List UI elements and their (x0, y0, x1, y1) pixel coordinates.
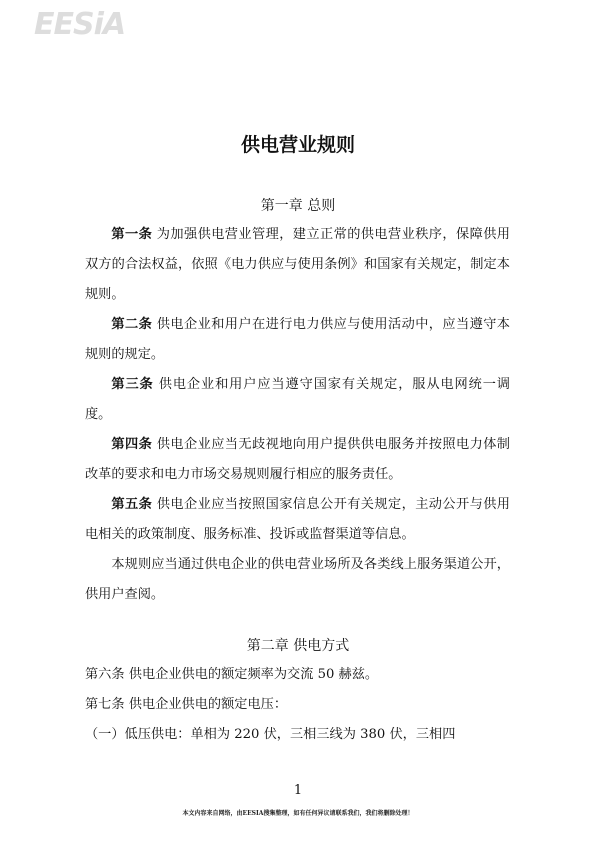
article-label: 第二条 (111, 317, 153, 332)
article-text: 供电企业应当无歧视地向用户提供供电服务并按照电力体制改革的要求和电力市场交易规则履行相应的服务责任。 (85, 437, 510, 482)
article-label: 第三条 (111, 377, 154, 392)
article-text: 供电企业和用户在进行电力供应与使用活动中，应当遵守本规则的规定。 (85, 317, 510, 362)
article-text: （一）低压供电：单相为 220 伏，三相三线为 380 伏，三相四 (85, 727, 456, 742)
document-title: 供电营业规则 (240, 134, 355, 156)
chapter-heading-1: 第一章 总则 (260, 198, 336, 214)
article-label: 第五条 (111, 497, 153, 512)
eesia-logo: EESiA (34, 7, 126, 42)
article-1 (85, 220, 510, 310)
page-number: 1 (293, 783, 303, 798)
article-label: 第四条 (111, 437, 153, 452)
chapter-heading-2: 第二章 供电方式 (246, 638, 350, 654)
article-3 (85, 370, 510, 430)
article-7 (85, 690, 510, 720)
article-text: 供电企业和用户应当遵守国家有关规定，服从电网统一调度。 (85, 377, 510, 422)
article-text: 第六条 供电企业供电的额定频率为交流 50 赫兹。 (85, 667, 379, 682)
article-text: 为加强供电营业管理，建立正常的供电营业秩序，保障供用双方的合法权益，依照《电力供应与使用条例》和国家有关规定，制定本规则。 (85, 227, 510, 302)
article-2 (85, 310, 510, 370)
article-label: 第一条 (111, 227, 153, 242)
article-text: 供电企业应当按照国家信息公开有关规定，主动公开与供用电相关的政策制度、服务标准、投诉或监督渠道等信息。 (85, 497, 510, 542)
article-5 (85, 490, 510, 550)
article-6 (85, 660, 510, 690)
article-text: 第七条 供电企业供电的额定电压： (85, 697, 288, 712)
paragraph-text: 本规则应当通过供电企业的供电营业场所及各类线上服务渠道公开，供用户查阅。 (85, 557, 510, 602)
article-4 (85, 430, 510, 490)
publication-note (85, 550, 510, 610)
footer-disclaimer: 本文内容来自网络，由EESIA搜集整理，如有任何异议请联系我们，我们将删除处理！ (182, 810, 414, 817)
article-7-item-1 (85, 720, 510, 750)
